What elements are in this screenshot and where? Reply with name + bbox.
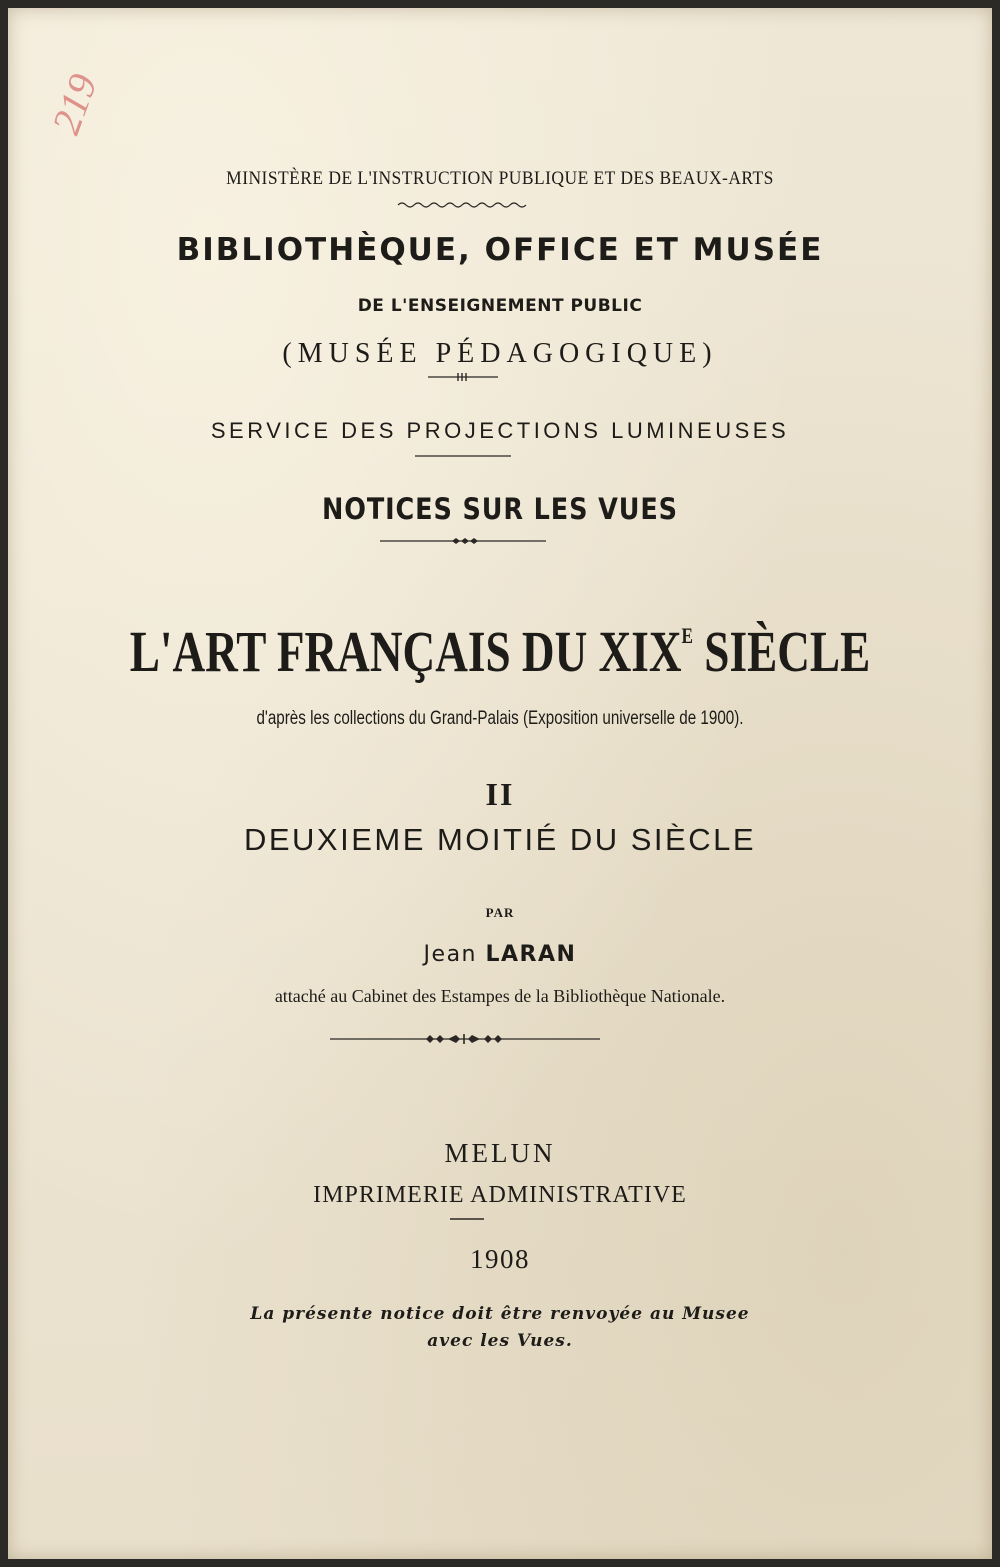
shelfmark-annotation — [24, 66, 106, 146]
diamond-rule-ornament — [380, 536, 546, 546]
author-first-name: Jean — [423, 942, 477, 967]
main-title-end: SIÈCLE — [693, 619, 871, 684]
shelfmark-text: 219 — [42, 67, 106, 140]
musee-pedagogique: (MUSÉE PÉDAGOGIQUE) — [282, 338, 718, 369]
by-label: PAR — [485, 905, 515, 920]
institution-title: BIBLIOTHÈQUE, OFFICE ET MUSÉE — [176, 232, 824, 268]
author-name — [8, 942, 992, 967]
institution-subtitle: DE L'ENSEIGNEMENT PUBLIC — [357, 296, 643, 316]
volume-number: II — [485, 776, 515, 812]
publication-city: MELUN — [444, 1138, 556, 1168]
title-subtitle: d'après les collections du Grand-Palais (Exposition universelle de 1900). — [256, 708, 744, 729]
wavy-rule-ornament — [396, 201, 528, 209]
divider-line — [415, 454, 511, 458]
main-title — [116, 618, 884, 685]
fleuron-rule-ornament — [330, 1033, 600, 1045]
small-rule-ornament — [428, 372, 498, 382]
printer-name: IMPRIMERIE ADMINISTRATIVE — [313, 1182, 687, 1208]
return-notice-line-1: La présente notice doit être renvoyée au Musee — [250, 1304, 750, 1324]
publication-year: 1908 — [470, 1244, 530, 1274]
document-page — [8, 8, 992, 1559]
author-role: attaché au Cabinet des Estampes de la Bibliothèque Nationale. — [274, 986, 726, 1006]
main-title-text: L'ART FRANÇAIS DU XIX — [129, 619, 682, 684]
notices-heading: NOTICES SUR LES VUES — [322, 492, 678, 526]
part-title: DEUXIEME MOITIÉ DU SIÈCLE — [243, 822, 757, 857]
return-notice-line-2: avec les Vues. — [427, 1331, 573, 1351]
ministry-heading: MINISTÈRE DE L'INSTRUCTION PUBLIQUE ET DES BEAUX-ARTS — [226, 168, 774, 189]
service-heading: SERVICE DES PROJECTIONS LUMINEUSES — [210, 418, 790, 443]
short-rule — [450, 1217, 484, 1221]
author-last-name: LARAN — [485, 942, 577, 967]
main-title-superscript: E — [681, 623, 694, 648]
